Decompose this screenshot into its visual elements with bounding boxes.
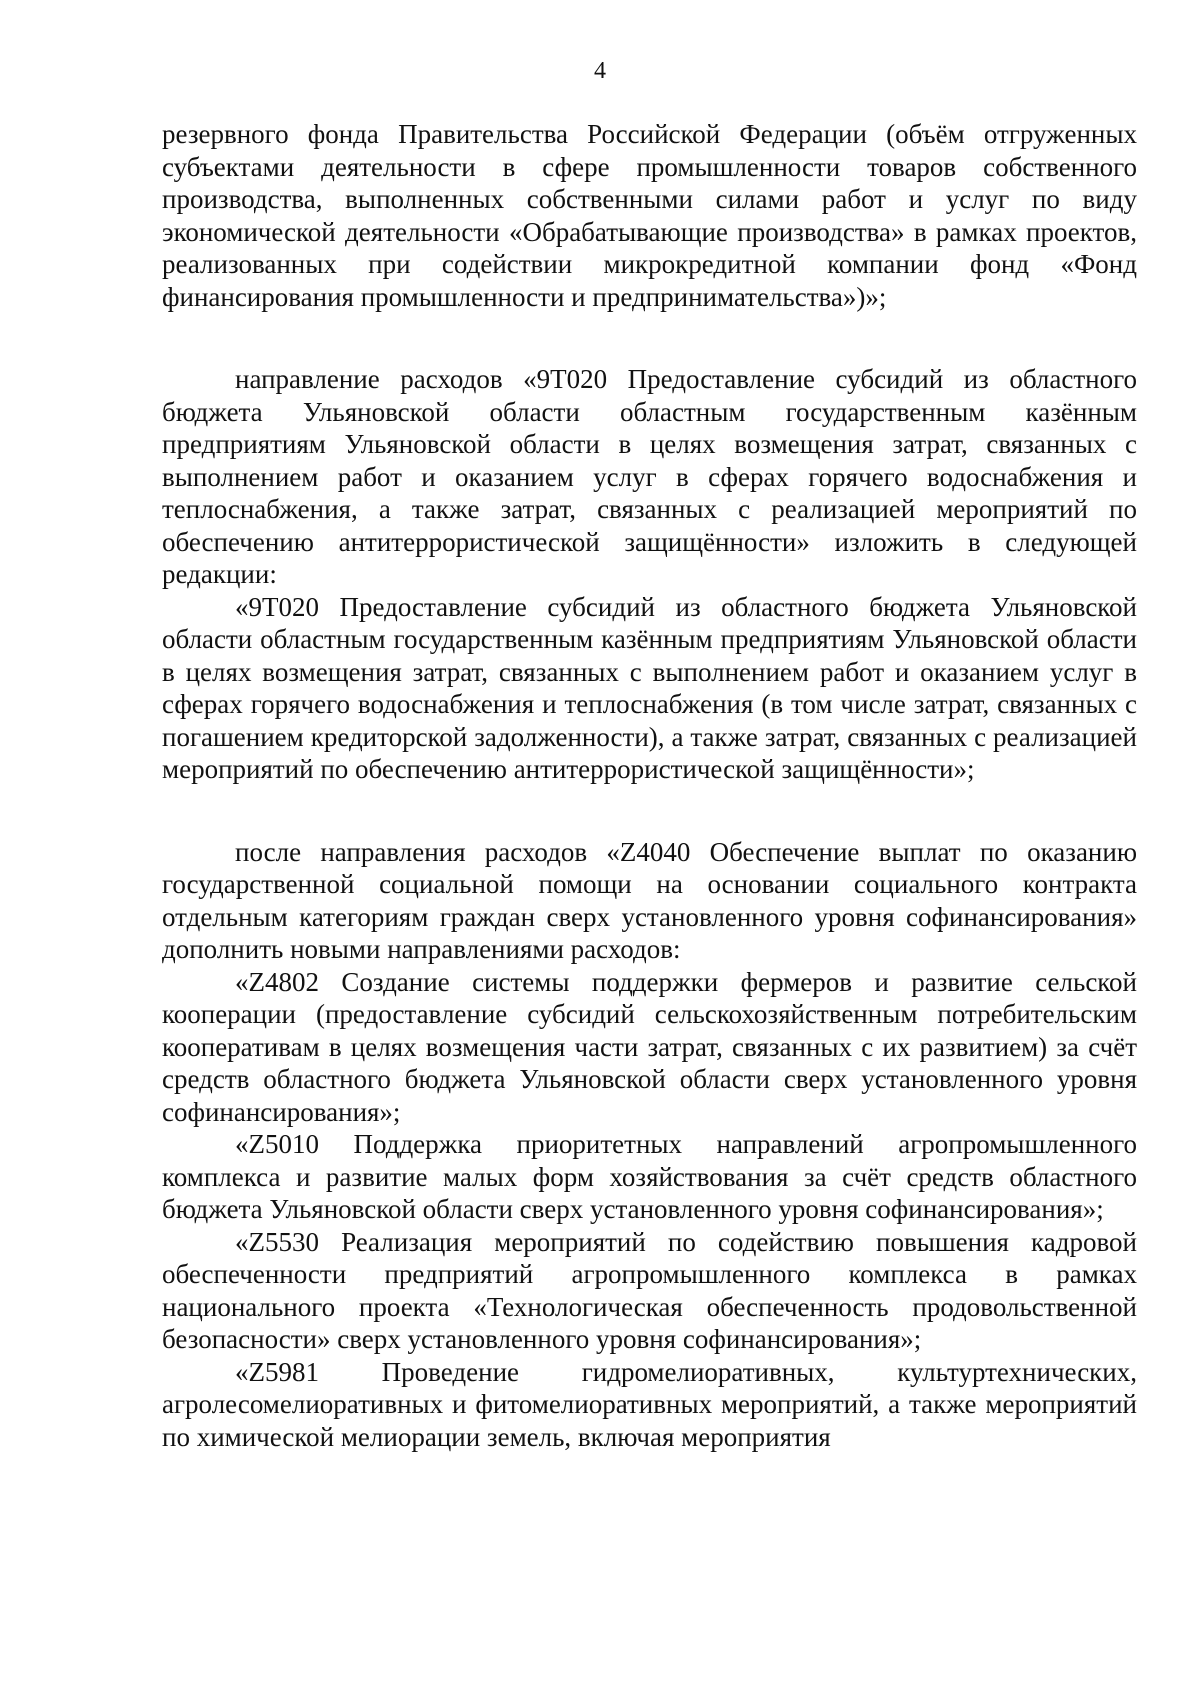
paragraph-z5530: «Z5530 Реализация мероприятий по содействию повышения кадровой обеспеченности предприятий агропромышленного комплекса в рамках национального проекта «Технологическая обеспеченность продовольственной безопасности» сверх установленного уровня софинансирования»; <box>162 1226 1137 1354</box>
paragraph-z4040-addition-intro: после направления расходов «Z4040 Обеспечение выплат по оказанию государственной социальной помощи на основании социального контракта отдельным категориям граждан сверх установленного уровня софинансирования» дополнить новыми направлениями расходов: <box>162 836 1137 964</box>
paragraph-z4802: «Z4802 Создание системы поддержки фермеров и развитие сельской кооперации (предоставление субсидий сельскохозяйственным потребительским кооперативам в целях возмещения части затрат, связанных с их развитием) за счёт средств областного бюджета Ульяновской области сверх установленного уровня софинансирования»; <box>162 966 1137 1127</box>
paragraph-reserve-fund-continuation: резервного фонда Правительства Российской Федерации (объём отгруженных субъектами деятельности в сфере промышленности товаров собственного производства, выполненных собственными силами работ и услуг по виду экономической деятельности «Обрабатывающие производства» в рамках проектов, реализованных при содействии микрокредитной компании фонд «Фонд финансирования промышленности и предпринимательства»)»; <box>162 119 1137 312</box>
paragraph-z5981: «Z5981 Проведение гидромелиоративных, культуртехнических, агролесомелиоративных и фитомелиоративных мероприятий, а также мероприятий по химической мелиорации земель, включая мероприятия <box>162 1356 1137 1452</box>
document-body <box>162 118 1137 1453</box>
paragraph-9t020-new-wording: «9Т020 Предоставление субсидий из областного бюджета Ульяновской области областным государственным казённым предприятиям Ульяновской области в целях возмещения затрат, связанных с выполнением работ и оказанием услуг в сферах горячего водоснабжения и теплоснабжения (в том числе затрат, связанных с погашением кредиторской задолженности), а также затрат, связанных с реализацией мероприятий по обеспечению антитеррористической защищённости»; <box>162 591 1137 784</box>
page-number: 4 <box>594 58 606 84</box>
paragraph-z5010: «Z5010 Поддержка приоритетных направлений агропромышленного комплекса и развитие малых форм хозяйствования за счёт средств областного бюджета Ульяновской области сверх установленного уровня софинансирования»; <box>162 1129 1137 1224</box>
paragraph-9t020-amendment-intro: направление расходов «9Т020 Предоставление субсидий из областного бюджета Ульяновской области областным государственным казённым предприятиям Ульяновской области в целях возмещения затрат, связанных с выполнением работ и оказанием услуг в сферах горячего водоснабжения и теплоснабжения, а также затрат, связанных с реализацией мероприятий по обеспечению антитеррористической защищённости» изложить в следующей редакции: <box>162 364 1137 589</box>
